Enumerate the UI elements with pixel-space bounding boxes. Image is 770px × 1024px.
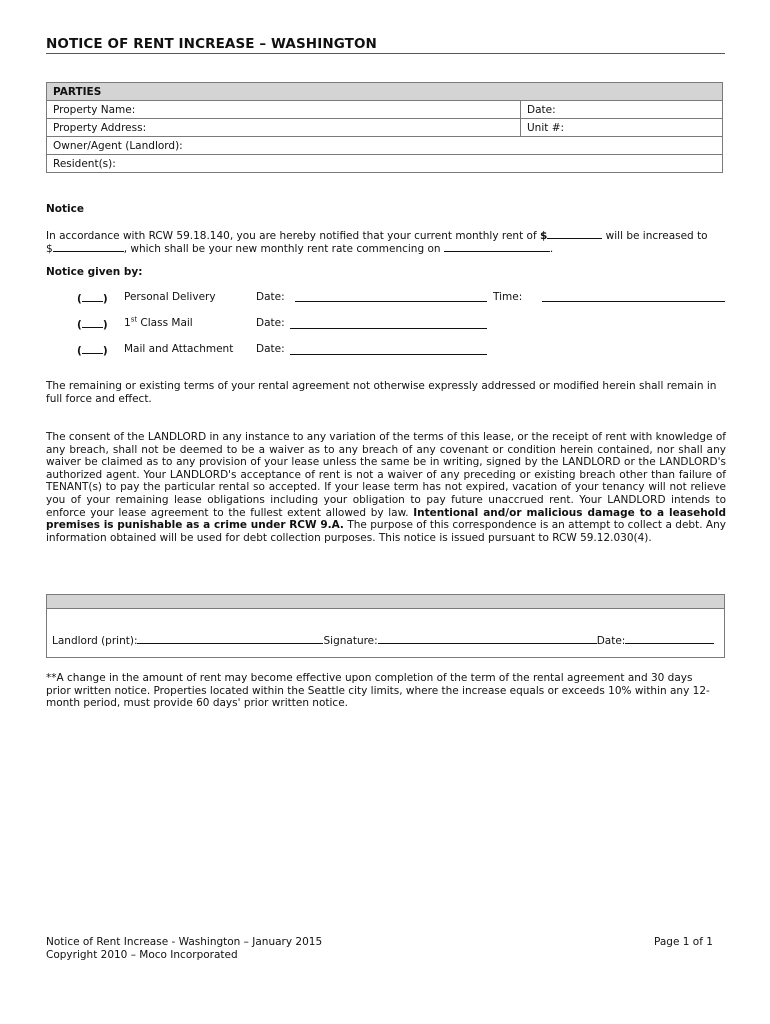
owner-agent-field[interactable]: Owner/Agent (Landlord): (47, 137, 723, 155)
footer-page-number: Page 1 of 1 (654, 936, 713, 948)
signature-date-line[interactable] (625, 633, 714, 644)
option-first-class-mail: 1st Class Mail (124, 315, 193, 329)
property-address-field[interactable]: Property Address: (47, 119, 521, 137)
footer-left-line-2: Copyright 2010 – Moco Incorporated (46, 949, 238, 961)
date-line-3[interactable] (290, 354, 487, 355)
remaining-terms-paragraph: The remaining or existing terms of your rental agreement not otherwise expressly addressed or modified herein shall remain in full force and effect. (46, 380, 717, 405)
notice-text-1a: In accordance with RCW 59.18.140, you are hereby notified that your current monthly rent of (46, 230, 541, 242)
date-label-3: Date: (256, 343, 285, 355)
date-label-2: Date: (256, 317, 285, 329)
date-line-2[interactable] (290, 328, 487, 329)
page-title: NOTICE OF RENT INCREASE – WASHINGTON (46, 36, 377, 52)
commencing-date-blank[interactable] (444, 241, 550, 252)
consent-paragraph: The consent of the LANDLORD in any instance to any variation of the terms of this lease, or the receipt of rent with knowledge of any breach, shall not be deemed to be a waiver as to any breach of any covenant or condition herein contained, nor shall any waiver be claimed as to any provision of your lease unless the same be in writing, signed by the LANDLORD or the LANDLORD's authorized agent. Your LANDLORD's acceptance of rent is not a waiver of any preceding or existing breach other than failure of TENANT(s) to pay the particular rental so accepted. If your lease term has not expired, vacation of your tenancy will not relieve you of your remaining lease obligations including your obligation to pay future unaccrued rent. Your LANDLORD intends to enforce your lease agreement to the fullest extent allowed by law. Intentional and/or malicious damage to a leasehold premises is punishable as a crime under RCW 9.A. The purpose of this correspondence is an attempt to collect a debt. Any information obtained will be used for debt collection purposes. This notice is issued pursuant to RCW 59.12.030(4). (46, 431, 726, 544)
landlord-print-line[interactable] (137, 633, 323, 644)
landlord-print-label: Landlord (print): (52, 635, 138, 647)
notice-line-2 (46, 241, 736, 256)
time-label-1: Time: (493, 291, 523, 303)
date-label-1: Date: (256, 291, 285, 303)
parties-table (46, 82, 723, 173)
property-name-field[interactable]: Property Name: (47, 101, 521, 119)
footnote: **A change in the amount of rent may become effective upon completion of the term of the rental agreement and 30 days prior written notice. Properties located within the Seattle city limits, where the increase equals or exceeds 10% within any 12-month period, must provide 60 days' prior written notice. (46, 672, 710, 710)
crime-warning: Intentional and/or malicious damage to a leasehold premises is punishable as a crime under RCW 9.A. (46, 506, 726, 532)
signature-box (46, 594, 725, 658)
dollar-sign-2: $ (46, 243, 53, 255)
signature-row (52, 633, 714, 647)
dollar-sign: $ (540, 230, 548, 242)
signature-label: Signature: (323, 635, 378, 647)
option-personal-delivery: Personal Delivery (124, 291, 216, 303)
new-rent-blank[interactable] (53, 241, 124, 252)
notice-heading: Notice (46, 203, 84, 215)
notice-given-by-heading: Notice given by: (46, 266, 143, 278)
checkbox-first-class-mail[interactable]: ( ) (77, 319, 108, 331)
title-divider (46, 53, 725, 54)
checkbox-mail-and-attachment[interactable]: ( ) (77, 345, 108, 357)
date-field[interactable]: Date: (521, 101, 723, 119)
footer-left-line-1: Notice of Rent Increase - Washington – January 2015 (46, 936, 323, 948)
unit-field[interactable]: Unit #: (521, 119, 723, 137)
date-line-1[interactable] (295, 301, 487, 302)
checkbox-personal-delivery[interactable]: ( ) (77, 293, 108, 305)
option-mail-and-attachment: Mail and Attachment (124, 343, 234, 355)
notice-text-2a: , which shall be your new monthly rent rate commencing on (123, 243, 444, 255)
signature-date-label: Date: (596, 635, 626, 647)
signature-box-header (47, 595, 724, 609)
signature-line[interactable] (378, 633, 597, 644)
time-line-1[interactable] (542, 301, 725, 302)
notice-text-2-end: . (549, 243, 554, 255)
residents-field[interactable]: Resident(s): (47, 155, 723, 173)
parties-header: PARTIES (47, 83, 723, 101)
current-rent-blank[interactable] (547, 228, 602, 239)
notice-text-1b: will be increased to (602, 230, 708, 242)
